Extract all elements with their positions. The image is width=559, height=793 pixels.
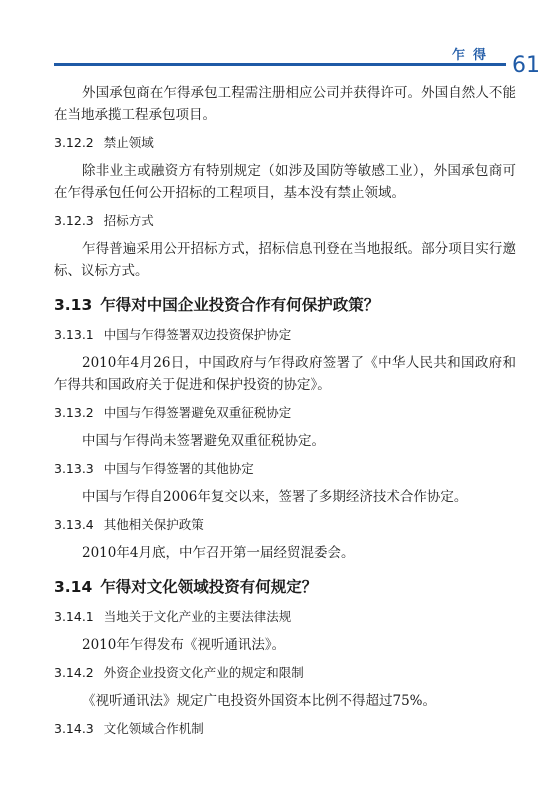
heading-title: 乍得对文化领域投资有何规定？ — [100, 578, 318, 596]
paragraph: 乍得普遍采用公开招标方式，招标信息刊登在当地报纸。部分项目实行邀标、议标方式。 — [54, 241, 516, 279]
heading-title: 中国与乍得签署避免双重征税协定 — [103, 405, 292, 420]
heading-title: 招标方式 — [103, 213, 154, 228]
paragraph: 2010年4月底，中乍召开第一届经贸混委会。 — [82, 545, 355, 561]
heading-number: 3.13.3 — [54, 461, 94, 476]
subsection-heading — [54, 720, 516, 738]
subsection-heading — [54, 664, 516, 682]
paragraph: 除非业主或融资方有特别规定（如涉及国防等敏感工业），外国承包商可在乍得承包任何公开招标的工程项目，基本没有禁止领域。 — [54, 163, 516, 201]
paragraph: 2010年4月26日，中国政府与乍得政府签署了《中华人民共和国政府和乍得共和国政府关于促进和保护投资的协定》。 — [54, 355, 516, 393]
section-heading — [54, 576, 516, 598]
heading-number: 3.14 — [54, 578, 93, 596]
paragraph: 中国与乍得自2006年复交以来，签署了多期经济技术合作协定。 — [82, 489, 468, 505]
heading-number: 3.14.2 — [54, 665, 94, 680]
section-heading — [54, 294, 516, 316]
heading-title: 外资企业投资文化产业的规定和限制 — [103, 665, 304, 680]
heading-number: 3.12.3 — [54, 213, 94, 228]
heading-number: 3.13.4 — [54, 517, 94, 532]
heading-title: 其他相关保护政策 — [103, 517, 204, 532]
heading-title: 禁止领域 — [103, 135, 154, 150]
subsection-heading — [54, 326, 516, 344]
heading-title: 乍得对中国企业投资合作有何保护政策？ — [100, 296, 380, 314]
paragraph: 中国与乍得尚未签署避免双重征税协定。 — [82, 433, 325, 449]
heading-number: 3.12.2 — [54, 135, 94, 150]
heading-number: 3.14.3 — [54, 721, 94, 736]
page-body — [54, 82, 516, 746]
heading-title: 中国与乍得签署的其他协定 — [103, 461, 254, 476]
subsection-heading — [54, 134, 516, 152]
running-title: 乍得 — [452, 48, 495, 63]
heading-number: 3.13.2 — [54, 405, 94, 420]
header-rule — [54, 63, 506, 66]
subsection-heading — [54, 404, 516, 422]
heading-number: 3.13.1 — [54, 327, 94, 342]
paragraph: 《视听通讯法》规定广电投资外国资本比例不得超过75%。 — [82, 693, 437, 709]
heading-title: 中国与乍得签署双边投资保护协定 — [103, 327, 292, 342]
paragraph: 2010年乍得发布《视听通讯法》。 — [82, 637, 286, 653]
subsection-heading — [54, 516, 516, 534]
page-number: 61 — [512, 53, 540, 78]
subsection-heading — [54, 608, 516, 626]
heading-number: 3.14.1 — [54, 609, 94, 624]
heading-title: 当地关于文化产业的主要法律法规 — [103, 609, 292, 624]
subsection-heading — [54, 460, 516, 478]
heading-title: 文化领域合作机制 — [103, 721, 204, 736]
subsection-heading — [54, 212, 516, 230]
paragraph: 外国承包商在乍得承包工程需注册相应公司并获得许可。外国自然人不能在当地承揽工程承包项目。 — [54, 85, 516, 123]
heading-number: 3.13 — [54, 296, 93, 314]
